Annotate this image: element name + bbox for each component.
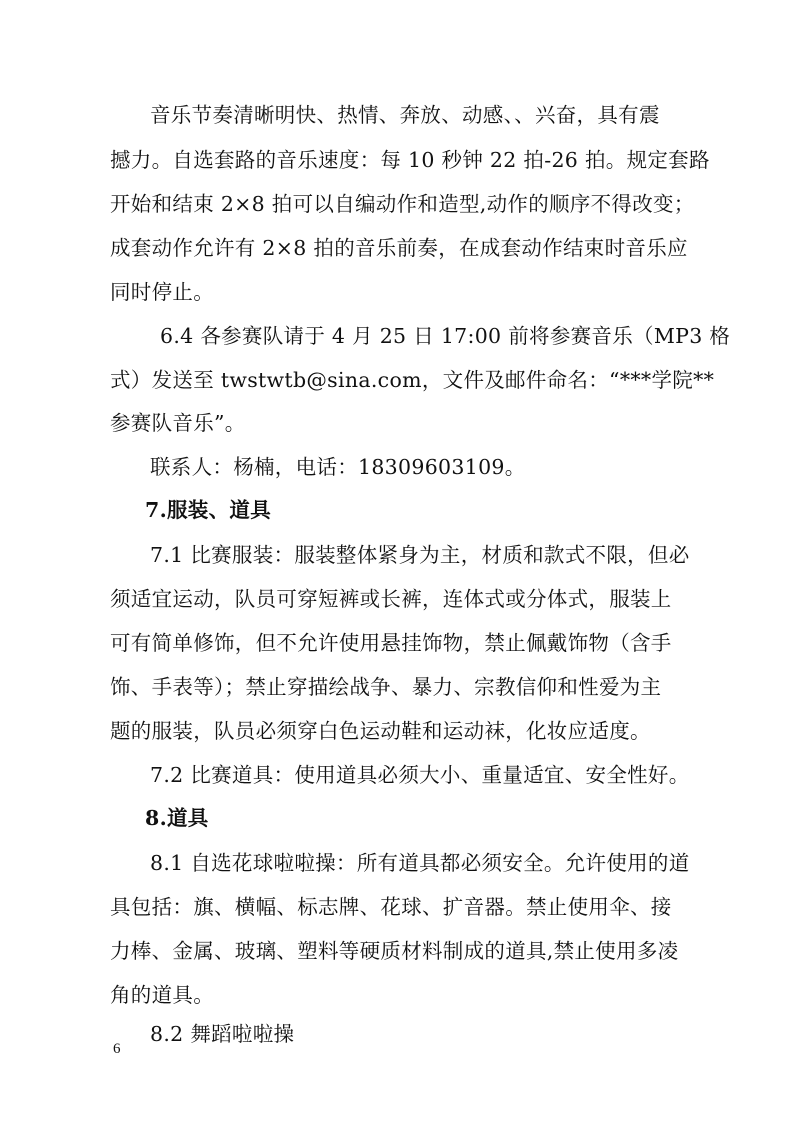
paragraph-line: 音乐节奏清晰明快、热情、奔放、动感、、兴奋，具有震 [150, 103, 660, 127]
subsection-heading: 8.2 舞蹈啦啦操 [150, 1022, 295, 1046]
paragraph-line: 式）发送至 twstwtb@sina.com，文件及邮件命名：“***学院** [110, 368, 715, 392]
paragraph-line: 参赛队音乐”。 [110, 411, 246, 435]
paragraph-line: 撼力。自选套路的音乐速度：每 10 秒钟 22 拍-26 拍。规定套路 [110, 148, 710, 172]
paragraph-line: 7.2 比赛道具：使用道具必须大小、重量适宜、安全性好。 [150, 763, 690, 787]
paragraph-line: 成套动作允许有 2×8 拍的音乐前奏，在成套动作结束时音乐应 [110, 236, 688, 260]
paragraph-line: 饰、手表等）；禁止穿描绘战争、暴力、宗教信仰和性爱为主 [110, 675, 662, 699]
paragraph-line: 同时停止。 [110, 280, 214, 304]
paragraph-line: 可有简单修饰，但不允许使用悬挂饰物，禁止佩戴饰物（含手 [110, 631, 672, 655]
section-heading-8: 8.道具 [145, 806, 209, 830]
section-heading-7: 7.服装、道具 [145, 498, 272, 522]
paragraph-line: 具包括：旗、横幅、标志牌、花球、扩音器。禁止使用伞、接 [110, 895, 672, 919]
paragraph-line: 须适宜运动，队员可穿短裤或长裤，连体式或分体式，服装上 [110, 587, 672, 611]
paragraph-line: 开始和结束 2×8 拍可以自编动作和造型,动作的顺序不得改变； [110, 192, 695, 216]
paragraph-line: 角的道具。 [110, 983, 214, 1007]
paragraph-line: 题的服装，队员必须穿白色运动鞋和运动袜，化妆应适度。 [110, 719, 651, 743]
paragraph-line: 力棒、金属、玻璃、塑料等硬质材料制成的道具,禁止使用多凌 [110, 939, 679, 963]
paragraph-line: 7.1 比赛服装：服装整体紧身为主，材质和款式不限，但必 [150, 543, 690, 567]
paragraph-line: 6.4 各参赛队请于 4 月 25 日 17:00 前将参赛音乐（MP3 格 [160, 324, 731, 348]
paragraph-line: 8.1 自选花球啦啦操：所有道具都必须安全。允许使用的道 [150, 851, 690, 875]
contact-line: 联系人：杨楠，电话：18309603109。 [150, 455, 526, 479]
page-number: 6 [113, 1041, 121, 1057]
